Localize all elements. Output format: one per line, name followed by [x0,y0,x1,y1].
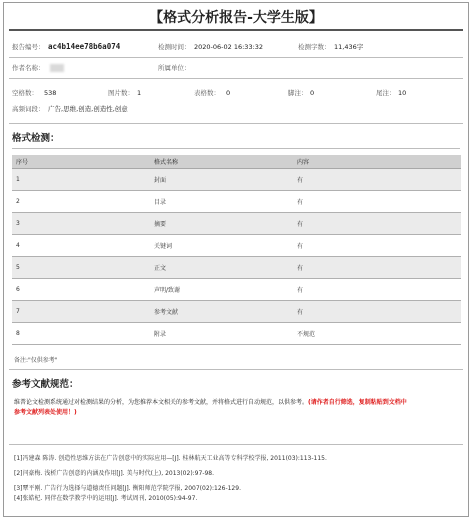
space-label: 空格数： [12,89,38,97]
row-content: 有 [293,257,461,279]
keywords-row [4,99,468,119]
row-name: 封面 [150,169,293,191]
row-no: 8 [12,323,150,345]
footnote-label: 脚注： [288,89,308,97]
table-header-row [12,155,461,169]
row-name: 正文 [150,257,293,279]
row-name: 附录 [150,323,293,345]
references-desc-text: 维普论文检测系统通过对检测结果的分析，为您推荐本文相关的参考文献，并将格式进行自动规范，以供参考。 [14,399,309,406]
references-desc-warning-1: (请作者自行筛选，复制粘贴到文档中 [308,399,407,406]
table-row [12,257,461,279]
keywords-label: 高频词段： [12,105,45,113]
check-time-value: 2020-06-02 16:33:32 [194,43,264,51]
keywords-value: 广告,思维,创造,创造性,创意 [48,105,128,113]
row-no: 3 [12,213,150,235]
row-content: 有 [293,235,461,257]
meta-row-2 [4,58,468,78]
reference-item: [4]张皓杞. 同伴在数学教学中的运用[J]. 考试周刊, 2010(05):94-97. [14,495,198,502]
report-title: 【格式分析报告-大学生版】 [149,10,323,26]
table-label: 表格数： [194,89,220,97]
table-value: 0 [226,89,231,97]
author-label: 作者名称： [12,64,45,72]
row-content: 有 [293,169,461,191]
row-name: 目录 [150,191,293,213]
image-label: 图片数： [108,89,134,97]
endnote-value: 10 [398,89,407,97]
format-check-note: 备注:"仅供参考" [14,357,58,364]
author-redacted [48,58,64,78]
report-page [3,2,469,517]
references-desc-warning-2: 参考文献列表处使用！) [14,409,77,416]
col-header-content: 内容 [293,155,461,169]
references-heading: 参考文献规范： [12,379,79,390]
references-description [4,398,468,418]
row-no: 2 [12,191,150,213]
format-check-heading: 格式检测： [12,133,60,144]
check-time-label: 检测时间： [158,43,191,51]
row-no: 1 [12,169,150,191]
row-content: 有 [293,191,461,213]
row-content: 有 [293,301,461,323]
col-header-no: 序号 [12,155,150,169]
word-count-label: 检测字数： [298,43,331,51]
image-value: 1 [137,89,142,97]
table-row [12,169,461,191]
format-check-table [12,155,461,345]
table-row [12,279,461,301]
unit-label: 所属单位： [158,64,191,72]
table-row [12,191,461,213]
word-count-value: 11,436字 [334,43,364,51]
row-content: 不规范 [293,323,461,345]
table-row [12,301,461,323]
row-name: 参考文献 [150,301,293,323]
space-value: 538 [44,89,57,97]
row-no: 7 [12,301,150,323]
report-no-label: 报告编号： [12,43,45,51]
endnote-label: 尾注： [376,89,396,97]
col-header-name: 格式名称 [150,155,293,169]
report-no-value: ac4b14ee78b6a074 [48,42,121,51]
reference-item: [3]覃平刚. 广告行为选择与道德责任问题[J]. 衡阳师范学院学报, 2007(02):126-129. [14,485,241,492]
table-row [12,323,461,345]
table-row [12,235,461,257]
footnote-value: 0 [310,89,315,97]
row-no: 4 [12,235,150,257]
table-row [12,213,461,235]
row-content: 有 [293,279,461,301]
row-no: 6 [12,279,150,301]
row-name: 关键词 [150,235,293,257]
meta-row-1 [4,37,468,57]
reference-item: [1]冯建森 陈涛. 创造性思维方法在广告创意中的实际应用—[J]. 桂林航天工业高等专科学校学报, 2011(03):113-115. [14,455,327,462]
row-content: 有 [293,213,461,235]
row-no: 5 [12,257,150,279]
row-name: 摘要 [150,213,293,235]
row-name: 声明/致谢 [150,279,293,301]
reference-item: [2]闫豪梅. 浅析广告创意的内涵及作用[J]. 美与时代(上), 2013(02):97-98. [14,470,215,477]
